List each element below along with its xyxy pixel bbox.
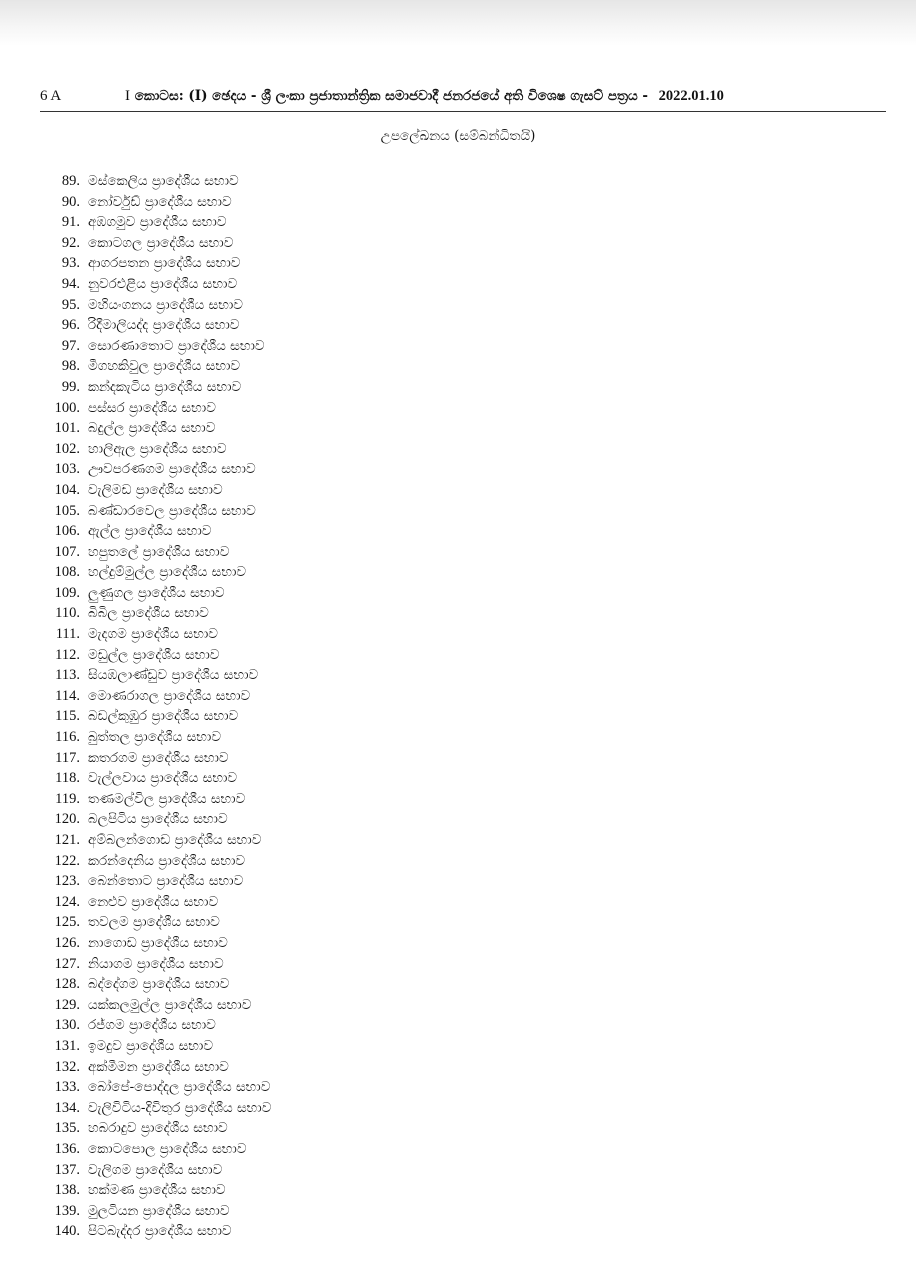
list-item bbox=[0, 336, 271, 357]
list-item bbox=[0, 542, 271, 563]
entry-name: වැලිගම ප්‍රාදේශීය සභාව bbox=[88, 1161, 223, 1178]
list-item bbox=[0, 171, 271, 192]
entry-name: පස්සර ප්‍රාදේශීය සභාව bbox=[88, 399, 216, 416]
list-item bbox=[0, 253, 271, 274]
entry-number: 103. bbox=[54, 461, 80, 478]
entry-number: 118. bbox=[55, 770, 80, 787]
entry-name: මුලටියන ප්‍රාදේශීය සභාව bbox=[88, 1202, 230, 1219]
list-item bbox=[0, 871, 271, 892]
list-item bbox=[0, 1015, 271, 1036]
list-item bbox=[0, 1036, 271, 1057]
running-title bbox=[125, 85, 724, 107]
list-item bbox=[0, 789, 271, 810]
entry-name: නියාගම ප්‍රාදේශීය සභාව bbox=[88, 955, 224, 972]
entry-name: බිබිල ප්‍රාදේශීය සභාව bbox=[88, 605, 209, 622]
entry-number: 89. bbox=[61, 173, 80, 189]
list-item bbox=[0, 295, 271, 316]
list-item bbox=[0, 315, 271, 336]
list-item bbox=[0, 686, 271, 707]
entry-number: 106. bbox=[54, 523, 80, 540]
entry-name: හාලිඇල ප්‍රාදේශීය සභාව bbox=[88, 440, 227, 457]
entry-number: 130. bbox=[54, 1017, 80, 1034]
entry-number: 109. bbox=[54, 584, 80, 601]
section-title: උපලේඛනය (සම්බන්ධිතයි) bbox=[380, 128, 536, 144]
list-item bbox=[0, 809, 271, 830]
entry-name: කතරගම ප්‍රාදේශීය සභාව bbox=[88, 749, 229, 766]
entry-name: නෝර්වුඩ් ප්‍රාදේශීය සභාව bbox=[88, 193, 232, 210]
list-item bbox=[0, 583, 271, 604]
list-item bbox=[0, 439, 271, 460]
entry-number: 111. bbox=[55, 626, 80, 643]
entry-name: බලපිටිය ප්‍රාදේශීය සභාව bbox=[88, 811, 228, 828]
entry-name: වැලිවිටිය-දිවිතුර ප්‍රාදේශීය සභාව bbox=[88, 1099, 272, 1116]
list-item bbox=[0, 418, 271, 439]
entry-number: 122. bbox=[54, 852, 80, 869]
list-item bbox=[0, 1077, 271, 1098]
entry-name: සොරණාතොට ප්‍රාදේශීය සභාව bbox=[88, 337, 265, 354]
entry-name: බද්දේගම ප්‍රාදේශීය සභාව bbox=[88, 976, 230, 993]
entry-number: 138. bbox=[54, 1182, 80, 1199]
schedule-list bbox=[0, 171, 271, 1242]
entry-name: ඇල්ල ප්‍රාදේශීය සභාව bbox=[88, 523, 212, 540]
list-item bbox=[0, 851, 271, 872]
entry-name: අම්බලන්ගොඩ ප්‍රාදේශීය සභාව bbox=[88, 832, 262, 848]
entry-number: 125. bbox=[54, 914, 80, 931]
list-item bbox=[0, 933, 271, 954]
entry-number: 97. bbox=[61, 337, 80, 354]
entry-number: 139. bbox=[54, 1202, 80, 1219]
entry-number: 108. bbox=[54, 564, 80, 581]
list-item bbox=[0, 356, 271, 377]
list-item bbox=[0, 768, 271, 789]
entry-name: තණමල්විල ප්‍රාදේශීය සභාව bbox=[88, 790, 246, 807]
entry-number: 99. bbox=[61, 378, 80, 395]
entry-number: 115. bbox=[55, 708, 80, 725]
entry-name: ලුණුගල ප්‍රාදේශීය සභාව bbox=[88, 584, 225, 601]
entry-name: හබරාදුව ප්‍රාදේශීය සභාව bbox=[88, 1120, 228, 1137]
list-item bbox=[0, 480, 271, 501]
list-item bbox=[0, 954, 271, 975]
list-item bbox=[0, 892, 271, 913]
entry-name: බඩල්කුඹුර ප්‍රාදේශීය සභාව bbox=[88, 708, 239, 725]
entry-name: මස්කෙලිය ප්‍රාදේශීය සභාව bbox=[88, 173, 239, 189]
entry-number: 113. bbox=[55, 667, 80, 684]
entry-name: මොණරාගල ප්‍රාදේශීය සභාව bbox=[88, 687, 251, 704]
list-item bbox=[0, 562, 271, 583]
entry-name: කොටගල ප්‍රාදේශීය සභාව bbox=[88, 234, 234, 251]
entry-name: බණ්ඩාරවෙල ප්‍රාදේශීය සභාව bbox=[88, 502, 256, 519]
entry-number: 94. bbox=[61, 275, 80, 292]
entry-name: නාගොඩ ප්‍රාදේශීය සභාව bbox=[88, 934, 228, 951]
page-top-shadow bbox=[0, 0, 916, 46]
entry-name: කන්දකැටිය ප්‍රාදේශීය සභාව bbox=[88, 378, 242, 395]
list-item bbox=[0, 624, 271, 645]
entry-number: 91. bbox=[61, 214, 80, 231]
list-item bbox=[0, 603, 271, 624]
entry-name: යක්කලමුල්ල ප්‍රාදේශීය සභාව bbox=[88, 996, 252, 1013]
list-item bbox=[0, 974, 271, 995]
entry-number: 92. bbox=[61, 234, 80, 251]
entry-name: තවලම ප්‍රාදේශීය සභාව bbox=[88, 914, 220, 931]
entry-name: මැදගම ප්‍රාදේශීය සභාව bbox=[88, 626, 219, 643]
entry-number: 95. bbox=[61, 296, 80, 313]
entry-number: 121. bbox=[54, 832, 80, 848]
list-item bbox=[0, 1201, 271, 1222]
entry-number: 102. bbox=[54, 440, 80, 457]
entry-number: 114. bbox=[55, 687, 80, 704]
entry-number: 131. bbox=[54, 1037, 80, 1054]
list-item bbox=[0, 665, 271, 686]
list-item bbox=[0, 1057, 271, 1078]
entry-name: හපුතලේ ප්‍රාදේශීය සභාව bbox=[88, 543, 230, 560]
entry-name: ඌවපරණගම ප්‍රාදේශීය සභාව bbox=[88, 461, 256, 478]
entry-number: 100. bbox=[54, 399, 80, 416]
entry-name: මීගහකිවුල ප්‍රාදේශීය සභාව bbox=[88, 358, 241, 375]
entry-name: නුවරඑළිය ප්‍රාදේශීය සභාව bbox=[88, 275, 238, 292]
entry-name: රජ්ගම ප්‍රාදේශීය සභාව bbox=[88, 1017, 216, 1034]
part-label: I bbox=[125, 88, 130, 104]
entry-name: සියඹලාණ්ඩුව ප්‍රාදේශීය සභාව bbox=[88, 667, 259, 684]
entry-number: 126. bbox=[54, 934, 80, 951]
entry-name: කොටපොල ප්‍රාදේශීය සභාව bbox=[88, 1140, 247, 1157]
page-number: 6 A bbox=[40, 88, 62, 104]
entry-name: හක්මණ ප්‍රාදේශීය සභාව bbox=[88, 1182, 226, 1199]
list-item bbox=[0, 645, 271, 666]
entry-name: කරන්දෙනිය ප්‍රාදේශීය සභාව bbox=[88, 852, 246, 869]
list-item bbox=[0, 1221, 271, 1242]
entry-name: බෙන්තොට ප්‍රාදේශීය සභාව bbox=[88, 873, 244, 890]
entry-number: 98. bbox=[61, 358, 80, 375]
list-item bbox=[0, 995, 271, 1016]
list-item bbox=[0, 748, 271, 769]
list-item bbox=[0, 459, 271, 480]
entry-number: 132. bbox=[54, 1058, 80, 1075]
entry-name: බදුල්ල ප්‍රාදේශීය සභාව bbox=[88, 420, 216, 437]
gazette-date: 2022.01.10 bbox=[658, 88, 724, 104]
entry-number: 134. bbox=[54, 1099, 80, 1116]
entry-number: 133. bbox=[54, 1079, 80, 1096]
list-item bbox=[0, 274, 271, 295]
entry-name: මඩුල්ල ප්‍රාදේශීය සභාව bbox=[88, 646, 220, 663]
list-item bbox=[0, 706, 271, 727]
entry-number: 127. bbox=[54, 955, 80, 972]
entry-name: නෙළුව ප්‍රාදේශීය සභාව bbox=[88, 893, 219, 910]
entry-number: 124. bbox=[54, 893, 80, 910]
header-rule bbox=[40, 111, 886, 112]
entry-name: ආගරපතන ප්‍රාදේශීය සභාව bbox=[88, 255, 241, 272]
list-item bbox=[0, 1180, 271, 1201]
entry-number: 104. bbox=[54, 481, 80, 498]
entry-number: 101. bbox=[54, 420, 80, 437]
entry-number: 116. bbox=[55, 729, 80, 746]
entry-name: මහියංගනය ප්‍රාදේශීය සභාව bbox=[88, 296, 243, 313]
list-item bbox=[0, 521, 271, 542]
entry-name: බුත්තල ප්‍රාදේශීය සභාව bbox=[88, 729, 222, 746]
entry-name: ඉමදුව ප්‍රාදේශීය සභාව bbox=[88, 1037, 214, 1054]
entry-number: 112. bbox=[55, 646, 80, 663]
entry-name: වැල්ලවාය ප්‍රාදේශීය සභාව bbox=[88, 770, 238, 787]
running-title-text: කොටස: (I) ඡෙදය - ශ්‍රී ලංකා ප්‍රජාතාන්ත්‍රික සමාජවාදී ජනරජයේ අති විශෙෂ ගැසට් පත්‍රය - bbox=[134, 88, 648, 104]
entry-number: 93. bbox=[61, 255, 80, 272]
list-item bbox=[0, 212, 271, 233]
list-item bbox=[0, 830, 271, 851]
page-header bbox=[40, 85, 886, 107]
entry-name: බෝපේ-පොද්දල ප්‍රාදේශීය සභාව bbox=[88, 1079, 271, 1096]
entry-name: රිදීමාලියද්ද ප්‍රාදේශීය සභාව bbox=[88, 317, 240, 334]
list-item bbox=[0, 398, 271, 419]
entry-number: 117. bbox=[55, 749, 80, 766]
entry-number: 128. bbox=[54, 976, 80, 993]
list-item bbox=[0, 192, 271, 213]
entry-number: 123. bbox=[54, 873, 80, 890]
entry-number: 140. bbox=[54, 1223, 80, 1240]
entry-number: 129. bbox=[54, 996, 80, 1013]
entry-number: 110. bbox=[55, 605, 80, 622]
list-item bbox=[0, 1098, 271, 1119]
entry-number: 137. bbox=[54, 1161, 80, 1178]
entry-number: 135. bbox=[54, 1120, 80, 1137]
list-item bbox=[0, 1139, 271, 1160]
entry-number: 107. bbox=[54, 543, 80, 560]
entry-number: 90. bbox=[61, 193, 80, 210]
entry-number: 119. bbox=[55, 790, 80, 807]
list-item bbox=[0, 377, 271, 398]
entry-number: 136. bbox=[54, 1140, 80, 1157]
entry-name: වැලිමඩ ප්‍රාදේශීය සභාව bbox=[88, 481, 223, 498]
entry-name: හල්දුම්මුල්ල ප්‍රාදේශීය සභාව bbox=[88, 564, 247, 581]
list-item bbox=[0, 1118, 271, 1139]
entry-name: අක්මීමන ප්‍රාදේශීය සභාව bbox=[88, 1058, 229, 1075]
entry-name: පිටබැද්දර ප්‍රාදේශීය සභාව bbox=[88, 1223, 232, 1240]
entry-name: අඹගමුව ප්‍රාදේශීය සභාව bbox=[88, 214, 227, 231]
entry-number: 105. bbox=[54, 502, 80, 519]
list-item bbox=[0, 727, 271, 748]
entry-number: 96. bbox=[61, 317, 80, 334]
list-item bbox=[0, 233, 271, 254]
list-item bbox=[0, 1160, 271, 1181]
list-item bbox=[0, 912, 271, 933]
entry-number: 120. bbox=[54, 811, 80, 828]
list-item bbox=[0, 501, 271, 522]
